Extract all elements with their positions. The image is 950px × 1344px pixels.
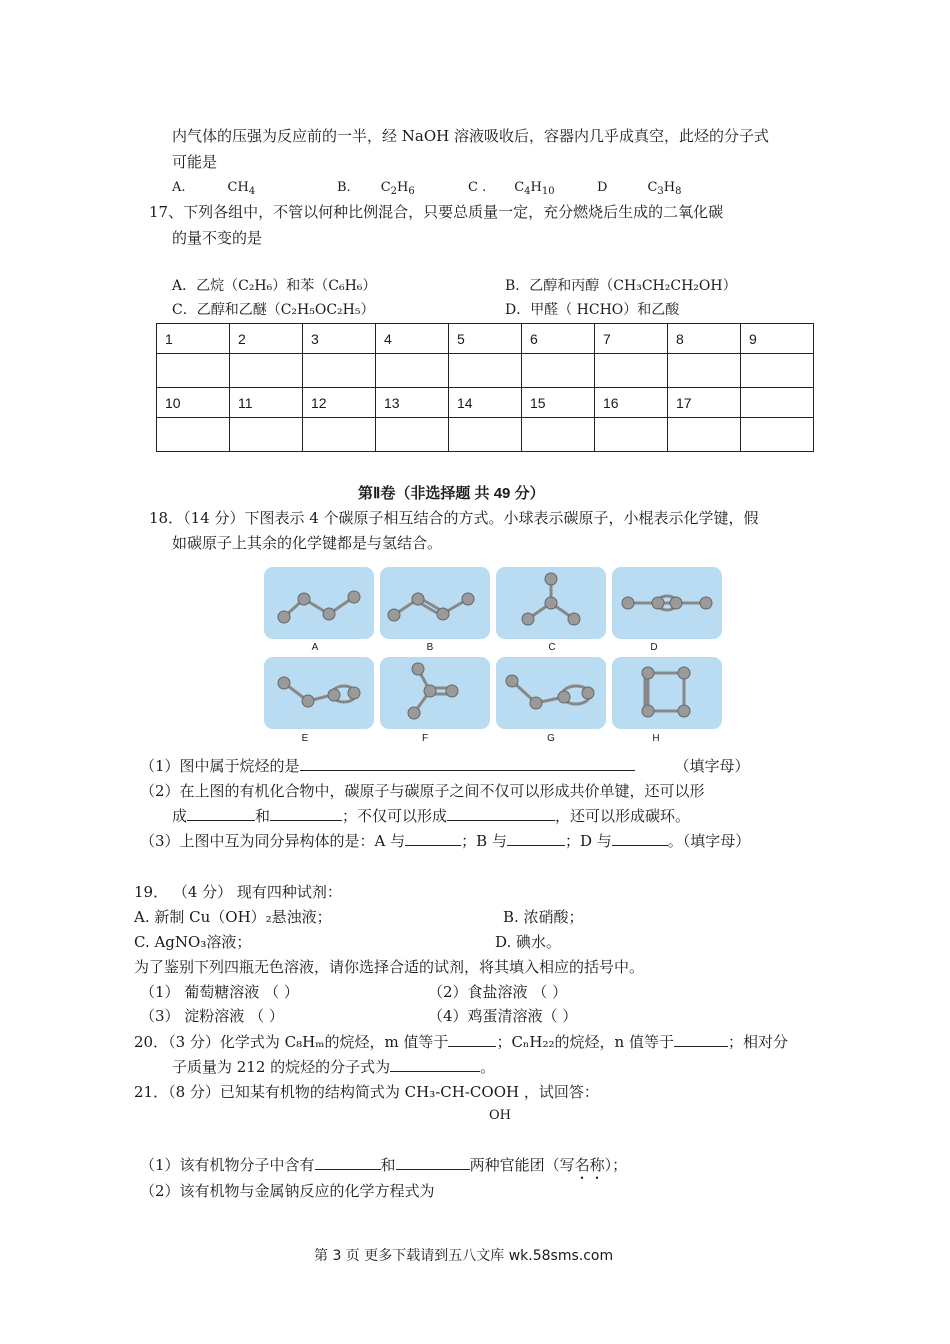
answer-blank[interactable] — [674, 1032, 728, 1047]
molecule-a-icon — [264, 567, 374, 639]
q19-solution-2: （2）食盐溶液 （ ） — [428, 983, 568, 1001]
q21-oh-group: OH — [489, 1108, 511, 1123]
q16-option-c: C . $C_4H_{10}$ — [468, 180, 555, 197]
answer-cell[interactable] — [668, 354, 741, 388]
answer-cell[interactable] — [230, 418, 303, 452]
q18-part1: （1）图中属于烷烃的是 （填字母） — [140, 757, 750, 775]
q16-option-a: A. $CH_4$ — [172, 180, 256, 197]
molecule-c-icon — [496, 567, 606, 639]
table-cell: 4 — [376, 324, 449, 354]
molecule-d-image — [612, 567, 722, 639]
q19-solution-1: （1） 葡萄糖溶液 （ ） — [140, 983, 299, 1001]
q17-stem2: 的量不变的是 — [172, 229, 263, 247]
table-cell: 5 — [449, 324, 522, 354]
formula-a: $CH_4$ — [227, 180, 256, 197]
answer-table — [156, 323, 814, 452]
table-cell: 17 — [668, 388, 741, 418]
answer-cell[interactable] — [449, 418, 522, 452]
answer-cell[interactable] — [376, 354, 449, 388]
answer-cell[interactable] — [157, 354, 230, 388]
answer-cell[interactable] — [741, 354, 814, 388]
answer-blank[interactable] — [187, 806, 255, 821]
formula-d: $C_3H_8$ — [647, 180, 682, 197]
molecule-d-icon — [612, 567, 722, 639]
molecule-c-image — [496, 567, 606, 639]
answer-cell[interactable] — [157, 418, 230, 452]
q17-stem1: 17、下列各组中，不管以何种比例混合，只要总质量一定，充分燃烧后生成的二氧化碳 — [149, 203, 724, 221]
answer-blank[interactable] — [447, 806, 555, 821]
table-cell: 7 — [595, 324, 668, 354]
molecule-f-label: F — [421, 733, 429, 744]
q16-line2: 可能是 — [172, 153, 218, 171]
answer-row-2 — [157, 418, 814, 452]
answer-cell[interactable] — [230, 354, 303, 388]
answer-blank[interactable] — [612, 831, 668, 846]
q19-stem: 19． （4 分） 现有四种试剂： — [134, 883, 342, 901]
answer-blank[interactable] — [300, 756, 635, 771]
table-cell: 11 — [230, 388, 303, 418]
q18-stem1: 18．（14 分）下图表示 4 个碳原子相互结合的方式。小球表示碳原子，小棍表示化学键，假 — [149, 509, 759, 527]
table-cell — [741, 388, 814, 418]
q19-reagent-b: B. 浓硝酸； — [503, 908, 584, 926]
answer-cell[interactable] — [741, 418, 814, 452]
formula-c: $C_4H_{10}$ — [514, 180, 555, 197]
q16-option-b: B. $C_2H_6$ — [337, 180, 415, 197]
molecule-a-image — [264, 567, 374, 639]
answer-table-header-row-1 — [157, 324, 814, 354]
molecule-g-label: G — [547, 733, 555, 744]
table-cell: 6 — [522, 324, 595, 354]
q21-part1: （1）该有机物分子中含有 和 两种官能团（写名称）； — [140, 1156, 628, 1174]
table-cell: 1 — [157, 324, 230, 354]
table-cell: 3 — [303, 324, 376, 354]
table-cell: 9 — [741, 324, 814, 354]
q21-part2: （2）该有机物与金属钠反应的化学方程式为 — [140, 1182, 435, 1200]
answer-cell[interactable] — [522, 354, 595, 388]
molecule-e-label: E — [301, 733, 309, 744]
q19-instruction: 为了鉴别下列四瓶无色溶液，请你选择合适的试剂，将其填入相应的括号中。 — [134, 958, 645, 976]
q17-option-c: C．乙醇和乙醚（C₂H₅OC₂H₅） — [172, 302, 375, 318]
answer-row-1 — [157, 354, 814, 388]
molecule-f-image — [380, 657, 490, 729]
molecule-g-icon — [496, 657, 606, 729]
q17-option-d: D．甲醛（ HCHO）和乙酸 — [505, 302, 680, 318]
q16-option-d: D $C_3H_8$ — [597, 180, 682, 197]
q17-option-b: B．乙醇和丙醇（CH₃CH₂CH₂OH） — [505, 278, 737, 294]
table-cell: 2 — [230, 324, 303, 354]
answer-table-header-row-2 — [157, 388, 814, 418]
answer-blank[interactable] — [315, 1155, 381, 1170]
molecule-d-label: D — [650, 642, 658, 653]
answer-blank[interactable] — [396, 1155, 470, 1170]
q19-solution-4: （4）鸡蛋清溶液（ ） — [428, 1007, 578, 1025]
q18-part2-line2: 成 和 ；不仅可以形成 ，还可以形成碳环。 — [172, 807, 691, 825]
q18-part2-line1: （2）在上图的有机化合物中，碳原子与碳原子之间不仅可以形成共价单键，还可以形 — [140, 782, 705, 800]
answer-blank[interactable] — [405, 831, 461, 846]
table-cell: 15 — [522, 388, 595, 418]
molecule-b-icon — [380, 567, 490, 639]
answer-cell[interactable] — [303, 418, 376, 452]
answer-blank[interactable] — [507, 831, 565, 846]
answer-cell[interactable] — [376, 418, 449, 452]
table-cell: 14 — [449, 388, 522, 418]
molecule-e-icon — [264, 657, 374, 729]
q17-option-a: A．乙烷（C₂H₆）和苯（C₆H₆） — [172, 278, 377, 294]
molecule-e-image — [264, 657, 374, 729]
answer-cell[interactable] — [595, 418, 668, 452]
answer-cell[interactable] — [303, 354, 376, 388]
formula-b: $C_2H_6$ — [380, 180, 415, 197]
answer-cell[interactable] — [668, 418, 741, 452]
molecule-b-label: B — [426, 642, 434, 653]
answer-blank[interactable] — [270, 806, 342, 821]
q19-reagent-d: D. 碘水。 — [495, 933, 562, 951]
q19-reagent-a: A. 新制 Cu（OH）₂悬浊液； — [134, 908, 332, 926]
answer-blank[interactable] — [390, 1057, 480, 1072]
q18-stem2: 如碳原子上其余的化学键都是与氢结合。 — [172, 534, 443, 552]
answer-cell[interactable] — [522, 418, 595, 452]
q21-stem: 21．（8 分）已知某有机物的结构简式为 CH₃-CH-COOH ，试回答： — [134, 1083, 599, 1101]
q19-solution-3: （3） 淀粉溶液 （ ） — [140, 1007, 284, 1025]
molecule-f-icon — [380, 657, 490, 729]
molecule-h-icon — [612, 657, 722, 729]
table-cell: 16 — [595, 388, 668, 418]
page-footer: 第 3 页 更多下载请到五八文库 wk.58sms.com — [314, 1248, 614, 1264]
table-cell: 8 — [668, 324, 741, 354]
table-cell: 13 — [376, 388, 449, 418]
part2-title: 第Ⅱ卷（非选择题 共 49 分） — [358, 485, 545, 502]
table-cell: 10 — [157, 388, 230, 418]
molecule-b-image — [380, 567, 490, 639]
molecule-g-image — [496, 657, 606, 729]
answer-cell[interactable] — [449, 354, 522, 388]
molecule-h-label: H — [652, 733, 660, 744]
answer-blank[interactable] — [448, 1032, 496, 1047]
q20-line1: 20．（3 分）化学式为 C₈Hₘ的烷烃，m 值等于 ；CₙH₂₂的烷烃，n 值等于 ；相对分 — [134, 1033, 788, 1051]
table-cell: 12 — [303, 388, 376, 418]
q18-part3: （3）上图中互为同分异构体的是：A 与 ；B 与 ；D 与 。（填字母） — [140, 832, 751, 850]
q19-reagent-c: C. AgNO₃溶液； — [134, 933, 252, 951]
q16-line1: 内气体的压强为反应前的一半，经 NaOH 溶液吸收后，容器内几乎成真空，此烃的分子式 — [172, 127, 769, 145]
molecule-c-label: C — [548, 642, 556, 653]
answer-cell[interactable] — [595, 354, 668, 388]
molecule-a-label: A — [311, 642, 319, 653]
q20-line2: 子质量为 212 的烷烃的分子式为 。 — [172, 1058, 496, 1076]
molecule-h-image — [612, 657, 722, 729]
